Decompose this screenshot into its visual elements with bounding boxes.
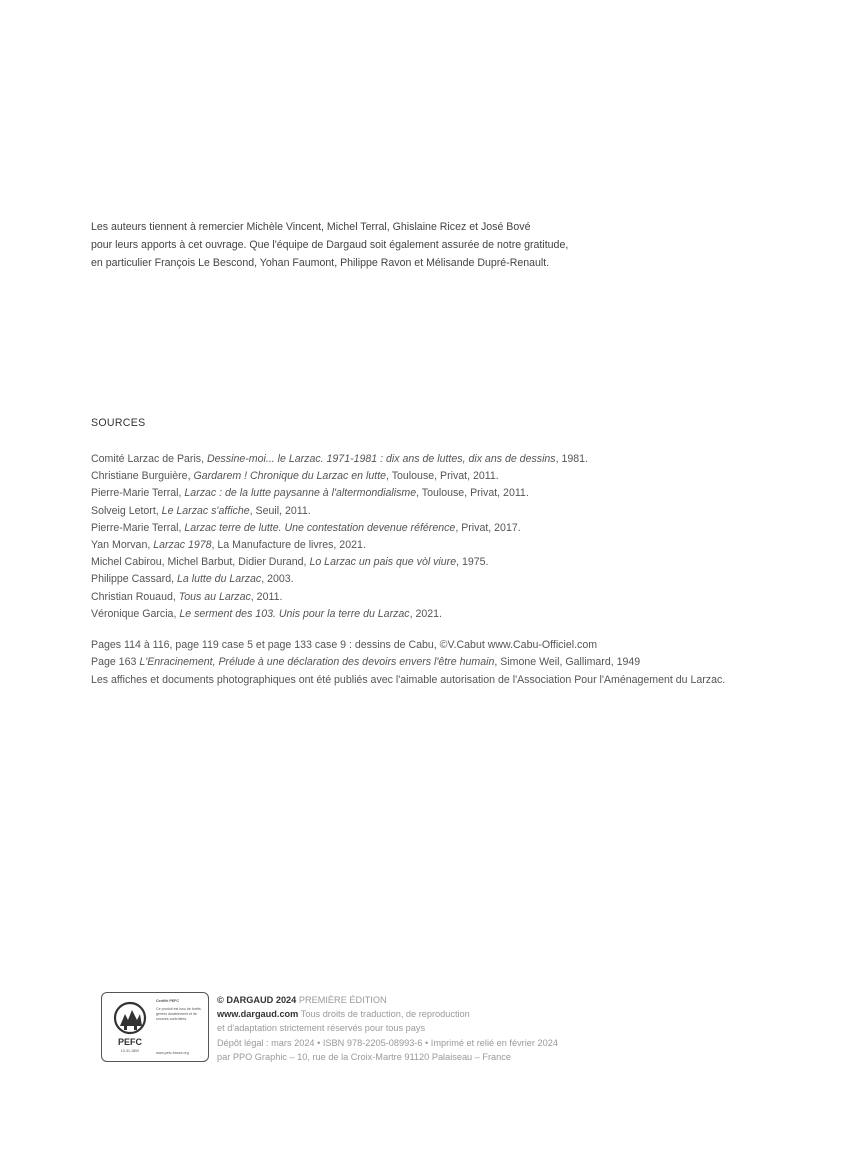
ack-line: pour leurs apports à cet ouvrage. Que l'équipe de Dargaud soit également assurée de notre gratitude, — [91, 239, 569, 251]
source-list — [91, 451, 821, 623]
imprint-printer-line: par PPO Graphic – 10, rue de la Croix-Martre 91120 Palaiseau – France — [217, 1051, 511, 1062]
imprint — [217, 993, 637, 1064]
source-item: Pierre-Marie Terral, Larzac : de la lutte paysanne à l'altermondialisme, Toulouse, Privat, 2011. — [91, 487, 529, 500]
edition: PREMIÈRE ÉDITION — [296, 995, 387, 1005]
pefc-label: PEFC — [117, 1037, 143, 1047]
pefc-code: 10-31-1800 — [120, 1049, 140, 1053]
ack-line: en particulier François Le Bescond, Yohan Faumont, Philippe Ravon et Mélisande Dupré-Renault. — [91, 257, 550, 269]
pefc-text — [156, 999, 206, 1055]
credit-line: Les affiches et documents photographiques ont été publiés avec l'aimable autorisation de l'Association Pour l'Aménagement du Larzac. — [91, 673, 726, 686]
pefc-url: www.pefc-france.org — [156, 1051, 189, 1055]
credit-line: Pages 114 à 116, page 119 case 5 et page 133 case 9 : dessins de Cabu, ©V.Cabut www.Cabu-Officiel.com — [91, 639, 598, 651]
website: www.dargaud.com — [217, 1009, 299, 1020]
source-item: Pierre-Marie Terral, Larzac terre de lutte. Une contestation devenue référence, Privat, 2017. — [91, 521, 521, 534]
source-item: Yan Morvan, Larzac 1978, La Manufacture de livres, 2021. — [91, 539, 366, 552]
source-item: Véronique Garcia, Le serment des 103. Unis pour la terre du Larzac, 2021. — [91, 607, 442, 620]
imprint-legal-line: Dépôt légal : mars 2024 • ISBN 978-2205-08993-6 • Imprimé et relié en février 2024 — [217, 1037, 558, 1048]
imprint-rights-line: et d'adaptation strictement réservés pour tous pays — [217, 1023, 426, 1034]
image-credits — [91, 637, 831, 689]
source-item: Philippe Cassard, La lutte du Larzac, 2003. — [91, 573, 294, 586]
pefc-tree-logo-icon — [108, 1000, 152, 1056]
imprint-copyright-line — [217, 993, 637, 1007]
credit-line: Page 163 L'Enracinement, Prélude à une déclaration des devoirs envers l'être humain, Simone Weil, Gallimard, 1949 — [91, 656, 641, 669]
source-item: Michel Cabirou, Michel Barbut, Didier Durand, Lo Larzac un pais que vòl viure, 1975. — [91, 556, 489, 569]
pefc-cert-text: Ce produit est issu de forêts gérées durablement et de sources contrôlées. — [156, 1007, 201, 1021]
source-item: Solveig Letort, Le Larzac s'affiche, Seuil, 2011. — [91, 504, 311, 517]
source-item: Comité Larzac de Paris, Dessine-moi... le Larzac. 1971-1981 : dix ans de luttes, dix ans de dessins, 1981. — [91, 453, 589, 465]
pefc-certification-box — [101, 992, 209, 1062]
imprint-rights-line: www.dargaud.com Tous droits de traduction, de reproduction — [217, 1009, 470, 1020]
pefc-cert-title: Certifié PEFC — [156, 999, 179, 1003]
source-item: Christiane Burguière, Gardarem ! Chronique du Larzac en lutte, Toulouse, Privat, 2011. — [91, 470, 499, 483]
ack-line: Les auteurs tiennent à remercier Michèle Vincent, Michel Terral, Ghislaine Ricez et José Bové — [91, 221, 531, 233]
source-item: Christian Rouaud, Tous au Larzac, 2011. — [91, 590, 283, 603]
sources-heading: SOURCES — [91, 417, 146, 429]
copyright: © DARGAUD 2024 — [217, 995, 297, 1005]
acknowledgements — [91, 218, 811, 272]
